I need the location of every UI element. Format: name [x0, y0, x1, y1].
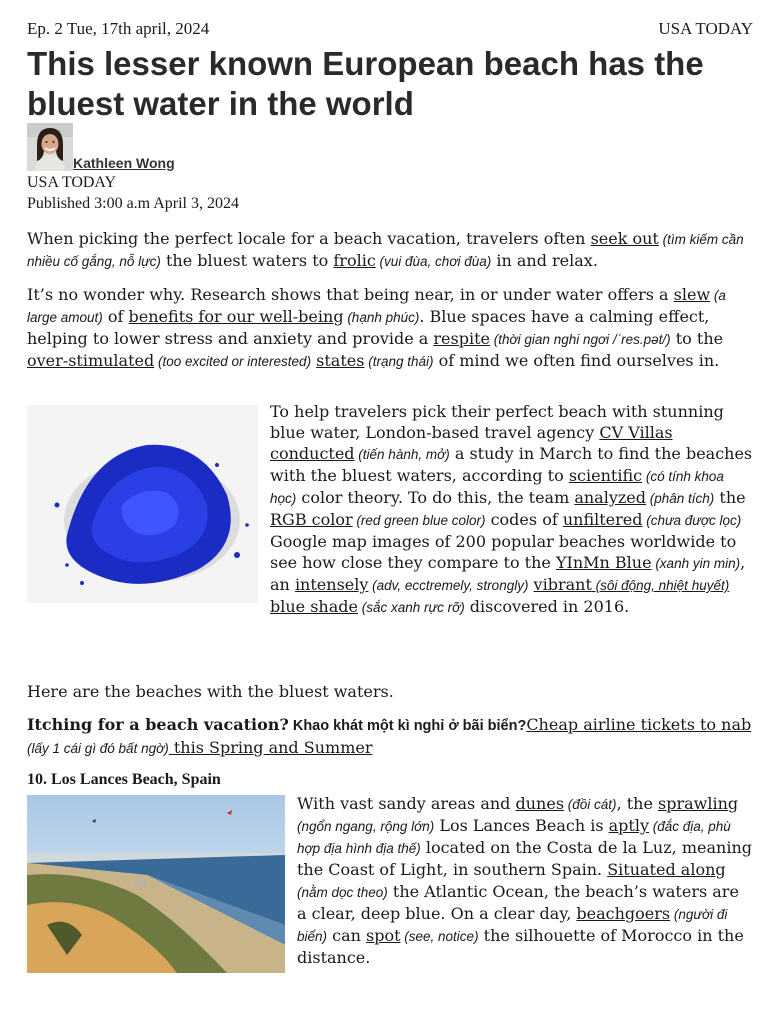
vocab-frolic: frolic: [333, 251, 376, 270]
top-line: [27, 19, 753, 39]
paragraph-intro: When picking the perfect locale for a beach vacation, travelers often seek out (tìm kiếm cần nhiều cố gắng, nỗ lực) the bluest waters to frolic (vui đùa, chơi đùa) in and relax.: [27, 229, 744, 270]
author-link[interactable]: Kathleen Wong: [73, 155, 175, 171]
article-title: This lesser known European beach has the bluest water in the world: [27, 45, 704, 122]
outlet-label: USA TODAY: [27, 174, 117, 191]
paragraph-list-intro: Here are the beaches with the bluest waters.: [27, 682, 394, 701]
paragraph-research: It’s no wonder why. Research shows that being near, in or under water offers a slew (a large amout) of benefits for our well-being (hạnh phúc). Blue spaces have a calming effect, helping to lower stress and anxiety and provide a respite (thời gian nghi ngơi /ˈres.pət/) to the over-stimulated (too excited or interested) states (trạng thái) of mind we often find ourselves in.: [27, 285, 726, 370]
section-heading: 10. Los Lances Beach, Spain: [27, 771, 221, 788]
paragraph-los-lances: With vast sandy areas and dunes (đồi cát), the sprawling (ngổn ngang, rộng lớn) Los Lances Beach is aptly (đắc địa, phù hợp địa hình địa thế) located on the Costa de la Luz, meaning the Coast of Light, in southern Spain. Situated along (nằm dọc theo) the Atlantic Ocean, the beach’s waters are a clear, deep blue. On a clear day, beachgoers (người đi biển) can spot (see, notice) the silhouette of Morocco in the distance.: [27, 793, 753, 977]
author-avatar: [27, 123, 73, 171]
los-lances-beach-image: [27, 795, 285, 973]
edition-date: Ep. 2 Tue, 17th april, 2024: [27, 19, 210, 38]
blue-pigment-image: [27, 405, 258, 603]
vocab-seek-out: seek out: [590, 229, 659, 248]
promo-heading: Itching for a beach vacation? Khao khát một kì nghỉ ở bãi biển?Cheap airline tickets to nab (lấy 1 cái gì đó bất ngờ) this Spring and Summer: [27, 715, 752, 757]
cheap-tickets-link[interactable]: Cheap airline tickets to nab: [526, 715, 752, 734]
published-date: Published 3:00 a.m April 3, 2024: [27, 195, 239, 212]
source-label: USA TODAY: [658, 19, 753, 38]
paragraph-study: To help travelers pick their perfect beach with stunning blue water, London-based travel agency CV Villas conducted (tiến hành, mở) a study in March to find the beaches with the bluest waters, according to scientific (có tính khoa học) color theory. To do this, the team analyzed (phân tích) the RGB color (red green blue color) codes of unfiltered (chưa được lọc) Google map images of 200 popular beaches worldwide to see how close they compare to the YInMn Blue (xanh yin min), an intensely (adv, ecctremely, strongly) vibrant (sôi động, nhiệt huyết) blue shade (sắc xanh rực rỡ) discovered in 2016.: [27, 401, 753, 618]
